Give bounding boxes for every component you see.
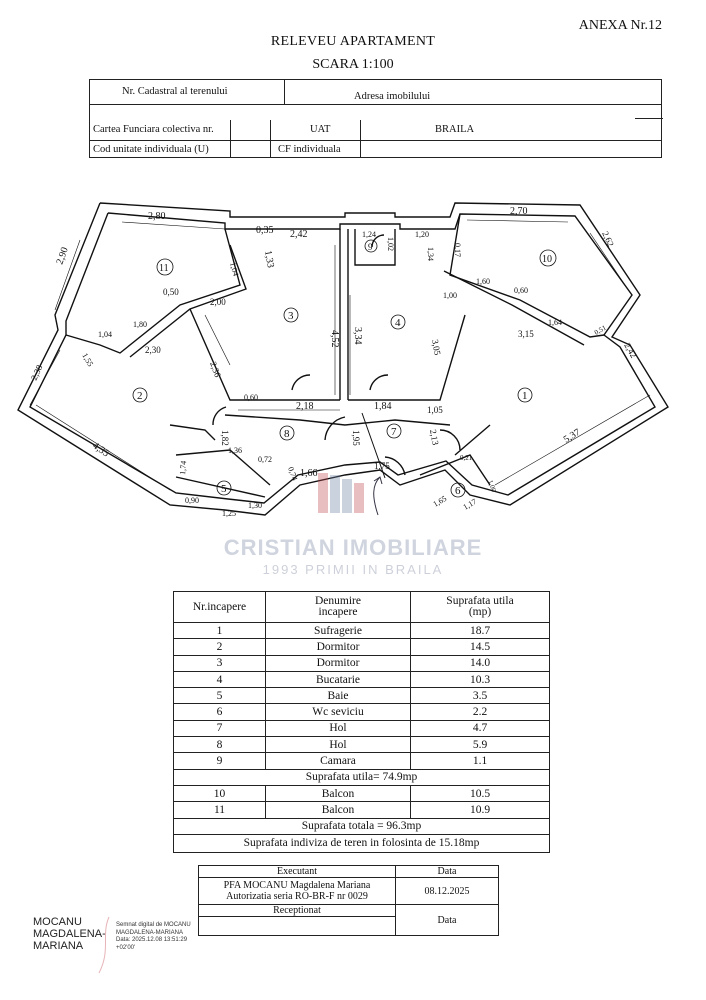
table-row <box>174 769 550 785</box>
signature-note-line: Data: 2025.12.08 13:51:29 <box>116 937 188 943</box>
table-row <box>174 720 550 736</box>
dim-label: 1,80 <box>133 320 147 329</box>
cell: 2 <box>174 639 266 655</box>
cell: 5 <box>174 688 266 704</box>
dim-label: 1,82 <box>220 430 230 446</box>
wall-room-10 <box>450 214 604 337</box>
divider <box>360 120 361 158</box>
annex-number: ANEXA Nr.12 <box>578 18 662 33</box>
wall-room-10 <box>444 271 584 345</box>
table-row <box>174 753 550 769</box>
scale-label: SCARA 1:100 <box>312 57 394 72</box>
table-row <box>174 704 550 720</box>
cell: 9 <box>174 753 266 769</box>
dim-label: 0,17 <box>453 243 462 257</box>
wall <box>170 425 215 440</box>
cell: Camara <box>266 753 411 769</box>
cell: Hol <box>266 737 411 753</box>
cell: Baie <box>266 688 411 704</box>
rooms-table <box>173 591 550 853</box>
identification-table <box>89 79 662 158</box>
uat-label: UAT <box>310 124 331 135</box>
signature-note-line: Semnat digital de MOCANU <box>116 922 191 928</box>
door-arc <box>325 417 345 440</box>
cell: Dormitor <box>266 655 411 671</box>
signature-stroke-icon <box>95 915 115 975</box>
dim-label: 2,30 <box>145 345 161 355</box>
dim-label: 0,60 <box>244 393 258 402</box>
cell: Balcon <box>266 785 411 801</box>
dim-label: 2,36 <box>208 360 223 379</box>
dim-label: 0,50 <box>163 287 179 297</box>
cell: 4.7 <box>411 720 550 736</box>
dim-label: 1,30 <box>248 501 262 510</box>
dim-label: 1,02 <box>386 237 395 251</box>
dim-label: 5,37 <box>561 426 583 446</box>
dim-label: 3,15 <box>518 329 534 339</box>
table-header-row <box>174 592 550 623</box>
room-number: 4 <box>395 317 401 329</box>
date-label: Data <box>396 866 499 878</box>
room-number: 3 <box>288 310 294 322</box>
dim-label: 4,35 <box>90 440 111 460</box>
room-number: 11 <box>159 263 169 274</box>
cell: 18.7 <box>411 623 550 639</box>
dim-label: 1,00 <box>486 478 498 494</box>
entrance-arrow-icon <box>374 477 382 515</box>
dim-label: 4,52 <box>329 330 340 348</box>
dim-label: 2,13 <box>428 428 441 446</box>
grand-total: Suprafata totala = 96.3mp <box>174 818 550 834</box>
executant-label: Executant <box>199 866 396 878</box>
cell: 1 <box>174 623 266 639</box>
header-cell: Nr.incapere <box>174 592 266 623</box>
divider <box>270 120 271 158</box>
executant-block <box>198 865 499 936</box>
dim-label: 0,21 <box>460 454 473 462</box>
authorization: Autorizatia seria RO-BR-F nr 0029 <box>226 891 368 902</box>
document-title: RELEVEU APARTAMENT <box>270 34 436 49</box>
table-row <box>174 655 550 671</box>
dim-label: 1,05 <box>427 405 443 415</box>
cell: 3 <box>174 655 266 671</box>
cell: 10 <box>174 785 266 801</box>
cell: 7 <box>174 720 266 736</box>
dim-label: 0,60 <box>514 286 528 295</box>
unit-code-label: Cod unitate individuala (U) <box>93 144 209 155</box>
cadastral-label: Nr. Cadastral al terenului <box>122 86 228 97</box>
dim-label: 2,38 <box>28 363 45 382</box>
dim-label: 1,17 <box>461 496 479 512</box>
cell: 14.5 <box>411 639 550 655</box>
dim-label: 1,33 <box>262 249 276 269</box>
cell: 10.5 <box>411 785 550 801</box>
dim-label: 1,20 <box>415 230 429 239</box>
dim-label: 1,75 <box>374 461 390 471</box>
table-row <box>174 834 550 852</box>
digital-signature-note <box>116 922 191 952</box>
dim-label: 0,74 <box>286 465 300 482</box>
cell: Bucatarie <box>266 671 411 687</box>
dim-label: 2,90 <box>54 245 71 267</box>
dim-label: 1,74 <box>178 460 189 476</box>
receptionat-label: Receptionat <box>199 905 396 917</box>
dim-label: 3,34 <box>352 327 363 345</box>
inner-wall <box>30 213 655 503</box>
dim-label: 0,90 <box>185 496 199 505</box>
dim-label: 2,42 <box>622 341 639 360</box>
cell: Wc seviciu <box>266 704 411 720</box>
company-name: PFA MOCANU Magdalena Mariana <box>223 880 371 891</box>
door-arc <box>213 407 226 425</box>
wall-room-11 <box>66 229 240 353</box>
dim-label: 0,35 <box>256 225 274 236</box>
cell: 4 <box>174 671 266 687</box>
dim-label: 2,70 <box>510 206 528 217</box>
cell: 14.0 <box>411 655 550 671</box>
address-label: Adresa imobilului <box>354 91 431 102</box>
cell: 5.9 <box>411 737 550 753</box>
dim-label: 1,60 <box>476 277 490 286</box>
watermark-logo <box>318 473 364 513</box>
dim-label: 0,51 <box>593 323 608 337</box>
dim-label: 0,72 <box>258 455 272 464</box>
dim-label: 2,42 <box>290 229 308 240</box>
cell: 1.1 <box>411 753 550 769</box>
dim-label: 3,05 <box>430 338 443 356</box>
divider <box>230 120 231 158</box>
cell: 11 <box>174 802 266 818</box>
room-number: 6 <box>455 485 461 497</box>
table-row <box>174 737 550 753</box>
dim-label: 1,25 <box>222 509 236 518</box>
divider <box>284 80 285 104</box>
land-share: Suprafata indiviza de teren in folosinta de 15.18mp <box>174 834 550 852</box>
table-row <box>174 802 550 818</box>
dim-label: 1,95 <box>351 430 361 446</box>
door-arc <box>292 375 310 390</box>
dim-label: 1,34 <box>426 247 435 261</box>
cell: 2.2 <box>411 704 550 720</box>
dim-label: 1,66 <box>300 468 318 479</box>
dim-label: 1,64 <box>548 318 562 327</box>
dim-label: 2,00 <box>210 297 226 307</box>
wall <box>455 425 490 455</box>
table-row <box>174 639 550 655</box>
table-row <box>174 785 550 801</box>
signature-note-line: +02'00' <box>116 944 136 951</box>
table-row <box>174 688 550 704</box>
room-number: 7 <box>391 426 397 438</box>
wall-room-11 <box>130 245 246 357</box>
dim-label: 1,00 <box>443 291 457 300</box>
room-number: 10 <box>542 254 552 265</box>
room-number: 2 <box>137 390 143 402</box>
signer-name-line: MOCANU <box>33 916 82 928</box>
cell: Balcon <box>266 802 411 818</box>
dim-label: 2,62 <box>600 229 616 249</box>
table-row <box>174 818 550 834</box>
cell: Hol <box>266 720 411 736</box>
room-number: 1 <box>522 390 528 402</box>
table-row <box>174 671 550 687</box>
cell: Dormitor <box>266 639 411 655</box>
room-number: 5 <box>221 483 227 495</box>
floor-plan <box>0 185 706 530</box>
dim-label: 1,04 <box>228 261 241 278</box>
cell: 6 <box>174 704 266 720</box>
useful-area-total: Suprafata utila= 74.9mp <box>174 769 550 785</box>
executant-date: 08.12.2025 <box>396 878 499 905</box>
header-cell: Denumire incapere <box>266 592 411 623</box>
signature-note-line: MAGDALENA-MARIANA <box>116 929 184 936</box>
dim-label: 1,84 <box>374 401 392 412</box>
room-number: 8 <box>284 428 290 440</box>
wall <box>348 315 465 400</box>
cell: 3.5 <box>411 688 550 704</box>
dim-label: 1,04 <box>98 330 112 339</box>
date-label: Data <box>396 905 499 936</box>
watermark-tagline: 1993 PRIMII IN BRAILA <box>262 562 444 577</box>
wall <box>190 309 340 400</box>
cell: 10.9 <box>411 802 550 818</box>
dim-label: 1,24 <box>362 230 376 239</box>
dim-label: 1,55 <box>80 351 96 369</box>
cell: 8 <box>174 737 266 753</box>
signer-name-line: MAGDALENA- <box>33 928 106 940</box>
cell: 10.3 <box>411 671 550 687</box>
cell: Sufragerie <box>266 623 411 639</box>
executant-details <box>199 878 396 905</box>
table-row <box>174 623 550 639</box>
room-number: 9 <box>368 242 373 252</box>
watermark-brand: CRISTIAN IMOBILIARE <box>223 535 483 560</box>
dim-label: 2,80 <box>148 211 166 222</box>
dim-label: 1,36 <box>228 446 242 455</box>
land-book-label: Cartea Funciara colectiva nr. <box>93 124 214 135</box>
uat-value: BRAILA <box>435 124 475 135</box>
door-arc <box>440 430 460 450</box>
outer-wall <box>18 203 668 515</box>
signer-name-line: MARIANA <box>33 940 84 952</box>
dim-label: 1,65 <box>431 493 449 509</box>
door-arc <box>370 375 388 390</box>
divider <box>635 118 663 119</box>
dim-label: 2,18 <box>296 401 314 412</box>
header-cell: Suprafata utila (mp) <box>411 592 550 623</box>
receptionat-signature <box>199 917 396 936</box>
cf-label: CF individuala <box>278 144 341 155</box>
